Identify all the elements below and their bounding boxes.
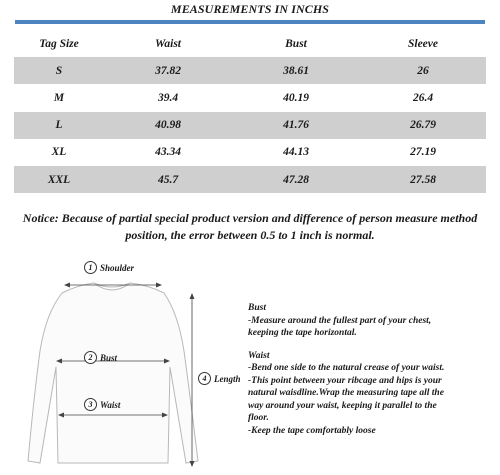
length-label-text: Length xyxy=(214,373,241,384)
page-title: MEASUREMENTS IN INCHS xyxy=(170,2,330,16)
cell-size: XL xyxy=(51,146,67,159)
table-row xyxy=(14,139,486,166)
table-row xyxy=(14,166,486,193)
table-row xyxy=(14,84,486,111)
cell-bust: 41.76 xyxy=(232,112,360,139)
waist-label-text: Waist xyxy=(100,399,121,410)
cell-sleeve: 27.58 xyxy=(360,166,486,193)
cell-size: XXL xyxy=(14,166,104,193)
table-row xyxy=(14,112,486,139)
number-badge: 2 xyxy=(84,351,97,364)
header-waist: Waist xyxy=(155,37,181,50)
shoulder-label xyxy=(84,261,134,274)
guide-line: floor. xyxy=(248,413,269,423)
guide-line: way around your waist, keeping it parallel to the xyxy=(248,400,437,411)
number-badge: 3 xyxy=(84,398,97,411)
guide-line: -This point between your ribcage and hips is your xyxy=(248,375,442,386)
cell-waist: 45.7 xyxy=(104,166,232,193)
waist-guide xyxy=(248,350,498,438)
cell-size: S xyxy=(14,57,104,84)
shoulder-label-text: Shoulder xyxy=(100,262,135,273)
cell-size: M xyxy=(53,91,65,104)
shirt-diagram xyxy=(0,255,245,475)
cell-sleeve: 26 xyxy=(360,57,486,84)
measure-guide xyxy=(248,302,498,447)
bust-label-text: Bust xyxy=(100,352,118,363)
table-header-row xyxy=(14,30,486,57)
table-row xyxy=(14,57,486,84)
bust-guide xyxy=(248,302,498,340)
notice-text: Notice: Because of partial special product version and difference of person measure method position, the error between 0.5 to 1 inch is normal. xyxy=(22,211,478,242)
header-sleeve: Sleeve xyxy=(407,37,438,50)
cell-bust: 44.13 xyxy=(283,146,309,159)
size-table xyxy=(14,30,486,193)
waist-guide-title: Waist xyxy=(248,350,270,361)
bust-guide-title: Bust xyxy=(248,303,266,313)
shirt-outline xyxy=(28,283,198,463)
guide-line: -Bend one side to the natural crease of your waist. xyxy=(248,363,445,373)
guide-line: keeping the tape horizontal. xyxy=(248,328,357,338)
cell-bust: 47.28 xyxy=(232,166,360,193)
guide-line: natural waisdline.Wrap the measuring tape all the xyxy=(248,388,444,398)
cell-waist: 37.82 xyxy=(104,57,232,84)
cell-size: L xyxy=(14,112,104,139)
bust-label xyxy=(84,351,117,364)
waist-label xyxy=(84,398,120,411)
header-tag-size: Tag Size xyxy=(39,37,79,50)
cell-sleeve: 26.4 xyxy=(412,91,434,104)
cell-bust: 40.19 xyxy=(283,91,309,104)
cell-sleeve: 26.79 xyxy=(360,112,486,139)
cell-waist: 39.4 xyxy=(157,91,179,104)
number-badge: 1 xyxy=(84,261,97,274)
length-label xyxy=(198,372,241,385)
number-badge: 4 xyxy=(198,372,211,385)
cell-bust: 38.61 xyxy=(232,57,360,84)
cell-sleeve: 27.19 xyxy=(410,146,436,159)
title-divider xyxy=(15,20,485,24)
guide-line: -Measure around the fullest part of your chest, xyxy=(248,315,432,326)
guide-line: -Keep the tape comfortably loose xyxy=(248,425,376,436)
cell-waist: 40.98 xyxy=(104,112,232,139)
header-bust: Bust xyxy=(285,37,307,50)
cell-waist: 43.34 xyxy=(155,146,181,159)
